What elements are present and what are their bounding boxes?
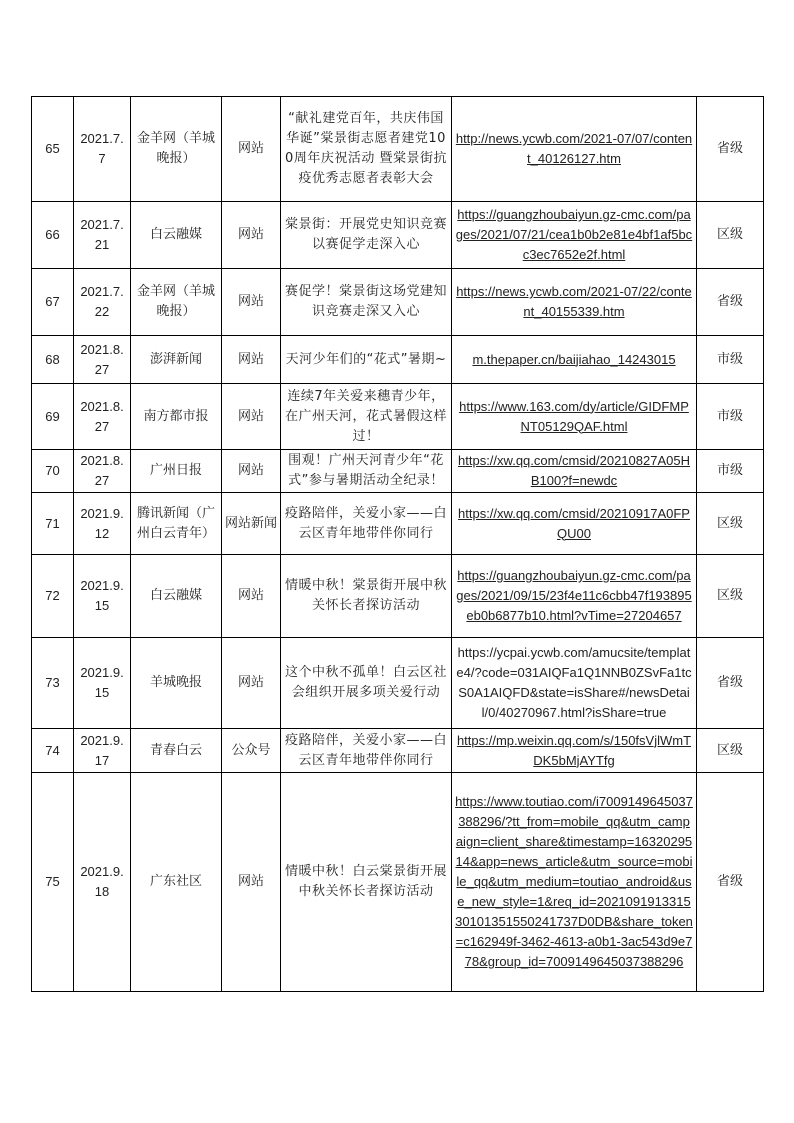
media-outlet: 南方都市报 [131, 384, 222, 450]
row-number: 67 [32, 269, 74, 336]
article-link[interactable]: https://www.toutiao.com/i7009149645037388296/?tt_from=mobile_qq&utm_campaign=client_share&timestamp=1632029514&app=news_article&utm_source=mobile_qq&utm_medium=toutiao_android&use_new_style=1&req_id=202109191331530101351550241737D0DB&share_token=c162949f-3462-4613-a0b1-3ac543d9e778&group_id=7009149645037388296 [455, 794, 693, 969]
article-link[interactable]: https://guangzhoubaiyun.gz-cmc.com/pages/2021/07/21/cea1b0b2e81e4bf1af5bcc3ec7652e2f.html [455, 207, 693, 262]
row-number: 65 [32, 97, 74, 202]
article-title: 天河少年们的“花式”暑期~ [281, 336, 452, 384]
article-link[interactable]: https://guangzhoubaiyun.gz-cmc.com/pages/2021/09/15/23f4e11c6cbb47f193895eb0b6877b10.html?vTime=27204657 [456, 568, 692, 623]
media-outlet: 金羊网（羊城晚报） [131, 269, 222, 336]
media-type: 网站 [222, 638, 281, 729]
article-title: 情暖中秋！白云棠景街开展中秋关怀长者探访活动 [281, 773, 452, 992]
publish-date: 2021.9.12 [74, 493, 131, 555]
publish-date: 2021.7.7 [74, 97, 131, 202]
coverage-level: 区级 [697, 202, 764, 269]
table-row [32, 202, 764, 269]
table-row [32, 729, 764, 773]
table-row [32, 450, 764, 493]
publish-date: 2021.8.27 [74, 384, 131, 450]
row-number: 72 [32, 555, 74, 638]
article-url-cell [452, 450, 697, 493]
table-row [32, 384, 764, 450]
media-outlet: 白云融媒 [131, 202, 222, 269]
article-title: 疫路陪伴，关爱小家——白云区青年地带伴你同行 [281, 729, 452, 773]
article-title: 这个中秋不孤单！白云区社会组织开展多项关爱行动 [281, 638, 452, 729]
media-type: 网站 [222, 269, 281, 336]
media-outlet: 广州日报 [131, 450, 222, 493]
article-title: 围观！广州天河青少年“花式”参与暑期活动全纪录！ [281, 450, 452, 493]
article-url-cell [452, 729, 697, 773]
table-body [32, 97, 764, 992]
coverage-level: 市级 [697, 450, 764, 493]
media-outlet: 羊城晚报 [131, 638, 222, 729]
media-outlet: 澎湃新闻 [131, 336, 222, 384]
publish-date: 2021.9.15 [74, 555, 131, 638]
publish-date: 2021.9.18 [74, 773, 131, 992]
row-number: 73 [32, 638, 74, 729]
table-row [32, 269, 764, 336]
table-row [32, 336, 764, 384]
article-url-cell [452, 493, 697, 555]
article-title: “献礼建党百年，共庆伟国华诞”棠景街志愿者建党100周年庆祝活动 暨棠景街抗疫优秀志愿者表彰大会 [281, 97, 452, 202]
row-number: 74 [32, 729, 74, 773]
article-url-text: https://ycpai.ycwb.com/amucsite/template4/?code=031AIQFa1Q1NNB0ZSvFa1tcS0A1AIQFD&state=isShare#/newsDetail/0/40270967.html?isShare=true [456, 645, 692, 720]
article-url-cell [452, 638, 697, 729]
table-row [32, 493, 764, 555]
coverage-level: 区级 [697, 729, 764, 773]
media-type: 网站新闻 [222, 493, 281, 555]
media-type: 网站 [222, 773, 281, 992]
article-title: 疫路陪伴，关爱小家——白云区青年地带伴你同行 [281, 493, 452, 555]
coverage-level: 市级 [697, 384, 764, 450]
media-type: 网站 [222, 450, 281, 493]
media-type: 网站 [222, 97, 281, 202]
article-url-cell [452, 269, 697, 336]
article-link[interactable]: https://news.ycwb.com/2021-07/22/content_40155339.htm [456, 284, 692, 319]
coverage-level: 区级 [697, 555, 764, 638]
media-outlet: 金羊网（羊城晚报） [131, 97, 222, 202]
table-row [32, 773, 764, 992]
article-url-cell [452, 555, 697, 638]
table-row [32, 555, 764, 638]
row-number: 71 [32, 493, 74, 555]
media-type: 网站 [222, 202, 281, 269]
publish-date: 2021.9.15 [74, 638, 131, 729]
article-title: 棠景街：开展党史知识竞赛以赛促学走深入心 [281, 202, 452, 269]
media-outlet: 广东社区 [131, 773, 222, 992]
media-outlet: 腾讯新闻（广州白云青年） [131, 493, 222, 555]
article-title: 赛促学！棠景街这场党建知识竞赛走深又入心 [281, 269, 452, 336]
row-number: 70 [32, 450, 74, 493]
article-link[interactable]: https://xw.qq.com/cmsid/20210917A0FPQU00 [458, 505, 690, 541]
coverage-level: 区级 [697, 493, 764, 555]
media-coverage-table [31, 96, 764, 992]
coverage-level: 省级 [697, 638, 764, 729]
article-url-cell [452, 97, 697, 202]
row-number: 68 [32, 336, 74, 384]
media-type: 网站 [222, 384, 281, 450]
article-link[interactable]: https://mp.weixin.qq.com/s/150fsVjlWmTDK5bMjAYTfg [456, 732, 692, 768]
publish-date: 2021.9.17 [74, 729, 131, 773]
table-row [32, 97, 764, 202]
article-url-cell [452, 336, 697, 384]
publish-date: 2021.7.21 [74, 202, 131, 269]
article-title: 连续7年关爱来穗青少年，在广州天河，花式暑假这样过！ [281, 384, 452, 450]
article-link[interactable]: https://xw.qq.com/cmsid/20210827A05HB100?f=newdc [458, 453, 690, 488]
publish-date: 2021.7.22 [74, 269, 131, 336]
media-outlet: 青春白云 [131, 729, 222, 773]
table-row [32, 638, 764, 729]
media-type: 网站 [222, 336, 281, 384]
media-type: 公众号 [222, 729, 281, 773]
publish-date: 2021.8.27 [74, 336, 131, 384]
row-number: 75 [32, 773, 74, 992]
row-number: 69 [32, 384, 74, 450]
coverage-level: 省级 [697, 97, 764, 202]
row-number: 66 [32, 202, 74, 269]
article-link[interactable]: m.thepaper.cn/baijiahao_14243015 [472, 351, 676, 367]
article-url-cell [452, 202, 697, 269]
media-outlet: 白云融媒 [131, 555, 222, 638]
article-url-cell [452, 384, 697, 450]
coverage-level: 省级 [697, 773, 764, 992]
article-title: 情暖中秋！棠景街开展中秋关怀长者探访活动 [281, 555, 452, 638]
article-link[interactable]: http://news.ycwb.com/2021-07/07/content_40126127.htm [455, 131, 693, 166]
media-type: 网站 [222, 555, 281, 638]
coverage-level: 省级 [697, 269, 764, 336]
article-link[interactable]: https://www.163.com/dy/article/GIDFMPNT05129QAF.html [459, 398, 689, 434]
coverage-level: 市级 [697, 336, 764, 384]
article-url-cell [452, 773, 697, 992]
publish-date: 2021.8.27 [74, 450, 131, 493]
